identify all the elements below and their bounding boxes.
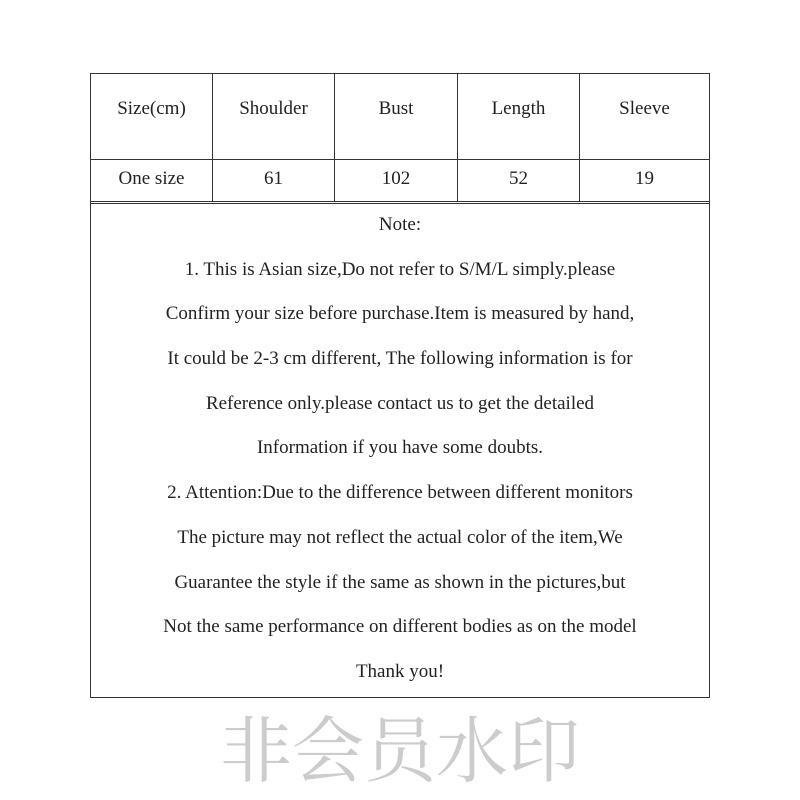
size-table xyxy=(90,73,710,698)
note-title: Note: xyxy=(378,214,422,235)
note-section xyxy=(91,204,709,702)
table-cell: 61 xyxy=(213,160,335,201)
note-line: Information if you have some doubts. xyxy=(256,437,543,459)
header-cell: Bust xyxy=(335,74,458,159)
header-cell: Sleeve xyxy=(619,98,670,119)
table-header-row xyxy=(91,74,709,160)
table-cell: One size xyxy=(91,160,213,201)
note-line: Thank you! xyxy=(355,660,445,682)
table-cell: 102 xyxy=(335,160,458,201)
table-cell: 52 xyxy=(458,160,580,201)
table-row xyxy=(91,160,709,204)
note-line: Not the same performance on different bodies as on the model xyxy=(163,616,637,638)
note-line: Guarantee the style if the same as shown in the pictures,but xyxy=(174,571,626,593)
note-line: The picture may not reflect the actual color of the item,We xyxy=(177,526,623,548)
header-cell: Shoulder xyxy=(213,74,335,159)
note-line: Reference only.please contact us to get the detailed xyxy=(205,392,595,414)
table-cell: 19 xyxy=(635,168,654,189)
note-line: It could be 2-3 cm different, The following information is for xyxy=(167,348,633,370)
header-cell: Length xyxy=(458,74,580,159)
note-line: Confirm your size before purchase.Item is measured by hand, xyxy=(165,303,635,325)
note-line: 2. Attention:Due to the difference between different monitors xyxy=(167,482,633,504)
header-cell: Size(cm) xyxy=(91,74,213,159)
watermark: 非会员水印 xyxy=(219,709,580,793)
note-line: 1. This is Asian size,Do not refer to S/M/L simply.please xyxy=(184,258,616,280)
